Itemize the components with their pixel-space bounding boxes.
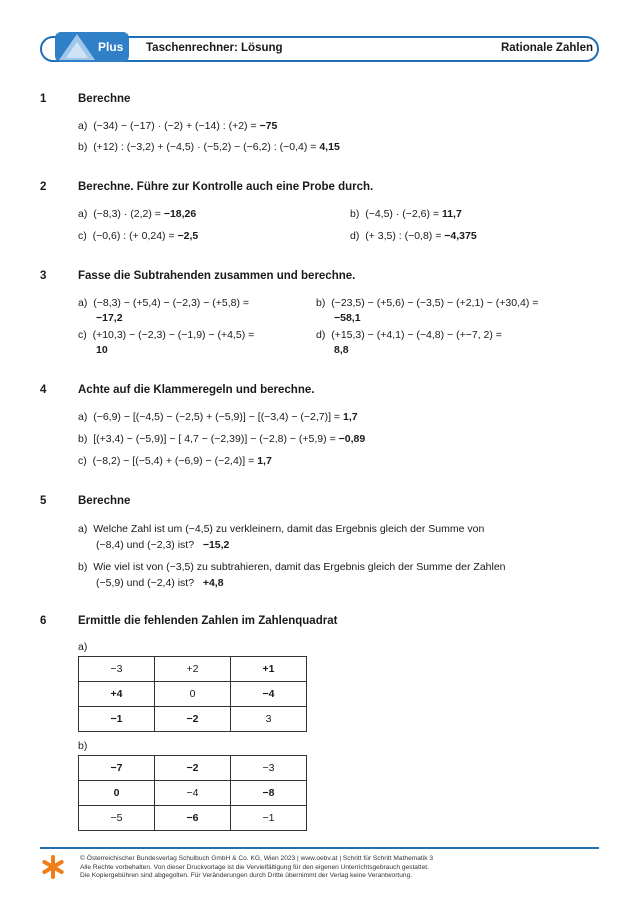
task-line: a) Welche Zahl ist um (−4,5) zu verkleinern, damit das Ergebnis gleich der Summe von (−8,4) und (−2,3) ist? −15,2 [78,523,485,551]
task-line: b) (+12) : (−3,2) + (−4,5) · (−5,2) − (−6,2) : (−0,4) = 4,15 [78,141,340,153]
task-line: b) (−4,5) · (−2,6) = 11,7 [350,208,462,220]
square-cell: −1 [231,806,307,831]
task-number: 6 [40,615,47,627]
task-number: 1 [40,93,47,105]
task-heading: Fasse die Subtrahenden zusammen und berechne. [78,270,356,282]
plus-logo [55,30,129,66]
square-label: a) [78,641,88,653]
square-cell: −4 [155,781,231,806]
square-cell: 3 [231,707,307,732]
task-heading: Achte auf die Klammeregeln und berechne. [78,384,315,396]
task-heading: Berechne [78,495,131,507]
task-line: a) (−6,9) − [(−4,5) − (−2,5) + (−5,9)] − [(−3,4) − (−2,7)] = 1,7 [78,411,358,423]
task-number: 2 [40,181,47,193]
square-cell: −1 [79,707,155,732]
task-line: a) (−8,3) · (2,2) = −18,26 [78,208,197,220]
task-line: a) (−34) − (−17) · (−2) + (−14) : (+2) = −75 [78,120,278,132]
square-cell: −2 [155,756,231,781]
square-cell: −2 [155,707,231,732]
square-cell: −7 [79,756,155,781]
task-number: 5 [40,495,47,507]
task-line: b) (−23,5) − (+5,6) − (−3,5) − (+2,1) − (+30,4) = −58,1 [316,297,539,324]
page-topic: Rationale Zahlen [500,42,593,54]
publisher-star-icon [40,854,66,880]
task-line: c) (−0,6) : (+ 0,24) = −2,5 [78,230,199,242]
task-heading: Berechne [78,93,131,105]
number-square-b [78,755,307,831]
square-cell: 0 [155,682,231,707]
task-number: 3 [40,270,47,282]
square-label: b) [78,740,88,752]
square-cell: −8 [231,781,307,806]
square-cell: +2 [155,657,231,682]
page-title: Taschenrechner: Lösung [146,42,283,54]
footer-divider [40,847,599,849]
square-cell: −4 [231,682,307,707]
square-cell: 0 [79,781,155,806]
footer-copyright: © Österreichischer Bundesverlag Schulbuch GmbH & Co. KG, Wien 2023 | www.oebv.at | Schritt für Schritt Mathematik 3 Alle Rechte vorbehalten. Von dieser Druckvorlage ist die Vervielfältigung für den eigenen Unterrichtsgebrauch gestattet. Die Kopiergebühren sind abgegolten. Für Veränderungen durch Dritte übernimmt der Verlag keine Verantwortung. [80,855,434,879]
square-cell: −5 [79,806,155,831]
task-heading: Ermittle die fehlenden Zahlen im Zahlenquadrat [78,615,338,627]
number-square-a [78,656,307,732]
task-line: d) (+15,3) − (+4,1) − (−4,8) − (+−7, 2) = 8,8 [316,329,502,356]
task-line: b) [(+3,4) − (−5,9)] − [ 4,7 − (−2,39)] − (−2,8) − (+5,9) = −0,89 [78,433,366,445]
square-cell: +4 [79,682,155,707]
task-number: 4 [40,384,47,396]
square-cell: +1 [231,657,307,682]
task-line: d) (+ 3,5) : (−0,8) = −4,375 [350,230,477,242]
task-line: a) (−8,3) − (+5,4) − (−2,3) − (+5,8) = −17,2 [78,297,250,324]
square-cell: −3 [79,657,155,682]
square-cell: −3 [231,756,307,781]
task-line: c) (−8,2) − [(−5,4) + (−6,9) − (−2,4)] = 1,7 [78,455,272,467]
task-line: c) (+10,3) − (−2,3) − (−1,9) − (+4,5) = 10 [78,329,255,356]
task-heading: Berechne. Führe zur Kontrolle auch eine Probe durch. [78,181,374,193]
task-line: b) Wie viel ist von (−3,5) zu subtrahieren, damit das Ergebnis gleich der Summe der Zahlen (−5,9) und (−2,4) ist? +4,8 [78,561,506,589]
logo-text: Plus [98,40,124,54]
square-cell: −6 [155,806,231,831]
